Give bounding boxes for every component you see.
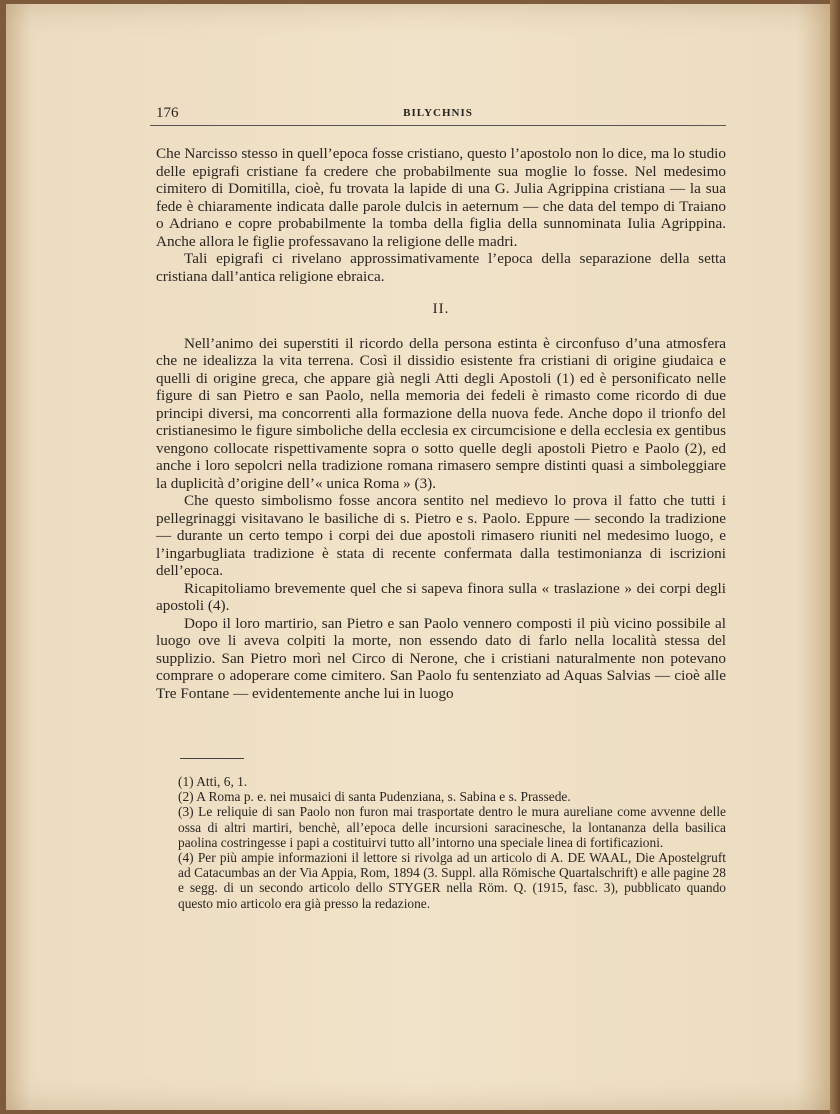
footnote: (4) Per più ampie informazioni il lettore si rivolga ad un articolo di A. DE WAAL, Die Apostelgruft ad Catacumbas an der Via Appia, Rom, 1894 (3. Suppl. alla Römische Quartalschrift) e alle pagine 28 e segg. di un secondo articolo dello STYGER nella Röm. Q. (1915, fasc. 3), pubblicato quando questo mio articolo era già presso la redazione. (178, 850, 726, 911)
paragraph: Tali epigrafi ci rivelano approssimativamente l’epoca della separazione della setta cristiana dall’antica religione ebraica. (156, 250, 726, 285)
page-number: 176 (156, 105, 179, 121)
main-text (156, 145, 726, 702)
footnote: (3) Le reliquie di san Paolo non furon mai trasportate dentro le mura aureliane come avvenne delle ossa di altri martiri, benchè, all’epoca delle incursioni saracinesche, la lontananza della basilica paolina costringesse i papi a costituirvi tutto all’intorno una speciale linea di fortificazioni. (178, 804, 726, 850)
page-edge (830, 0, 840, 1114)
paragraph: Dopo il loro martirio, san Pietro e san Paolo vennero composti il più vicino possibile al luogo ove li aveva colpiti la morte, non essendo dato di farlo nella località stessa del supplizio. San Pietro morì nel Circo di Nerone, che i cristiani naturalmente non potevano comprare o adoperare come cimitero. San Paolo fu sentenziato ad Aquas Salvias — cioè alle Tre Fontane — evidentemente anche lui in luogo (156, 614, 726, 702)
running-head (150, 105, 726, 126)
paragraph: Nell’animo dei superstiti il ricordo della persona estinta è circonfuso d’una atmosfera che ne idealizza la vita terrena. Così il dissidio esistente fra cristiani di origine giudaica e quelli di origine greca, che appare già negli Atti degli Apostoli (1) ed è personificato nelle figure di san Pietro e san Paolo, nella memoria dei fedeli è rimasto come ricordo di due principi diversi, ma concorrenti alla formazione della nuova fede. Anche dopo il trionfo del cristianesimo le figure simboliche della ecclesia ex circumcisione e della ecclesia ex gentibus vengono collocate rispettivamente sopra o sotto quelle degli apostoli Pietro e Paolo (2), ed anche i loro sepolcri nella tradizione romana rimasero sempre distinti quasi a simboleggiare la duplicità d’origine dell’« unica Roma » (3). (156, 334, 726, 492)
paragraph: Ricapitoliamo brevemente quel che si sapeva finora sulla « traslazione » dei corpi degli apostoli (4). (156, 579, 726, 614)
footnote: (1) Atti, 6, 1. (178, 774, 248, 789)
footnote-separator (180, 758, 244, 759)
footnotes (178, 774, 726, 911)
section-heading: II. (432, 301, 450, 317)
journal-title: BILYCHNIS (403, 107, 473, 119)
footnote: (2) A Roma p. e. nei musaici di santa Pudenziana, s. Sabina e s. Prassede. (178, 789, 571, 805)
paragraph: Che questo simbolismo fosse ancora sentito nel medievo lo prova il fatto che tutti i pellegrinaggi visitavano le basiliche di s. Pietro e s. Paolo. Eppure — secondo la tradizione — durante un certo tempo i corpi dei due apostoli rimasero riuniti nel medesimo luogo, e l’ingarbugliata tradizione è stata di recente confermata dalla testimonianza di iscrizioni dell’epoca. (156, 492, 726, 579)
paragraph: Che Narcisso stesso in quell’epoca fosse cristiano, questo l’apostolo non lo dice, ma lo studio delle epigrafi cristiane fa credere che probabilmente sua moglie lo fosse. Nel medesimo cimitero di Domitilla, cioè, fu trovata la lapide di una G. Julia Agrippina cristiana — la sua fede è chiaramente indicata dalle parole dulcis in aeternum — che data del tempo di Traiano o Adriano e copre probabilmente la tomba della figlia della sunnominata Iulia Agrippina. Anche allora le figlie professavano la religione delle madri. (156, 145, 726, 250)
